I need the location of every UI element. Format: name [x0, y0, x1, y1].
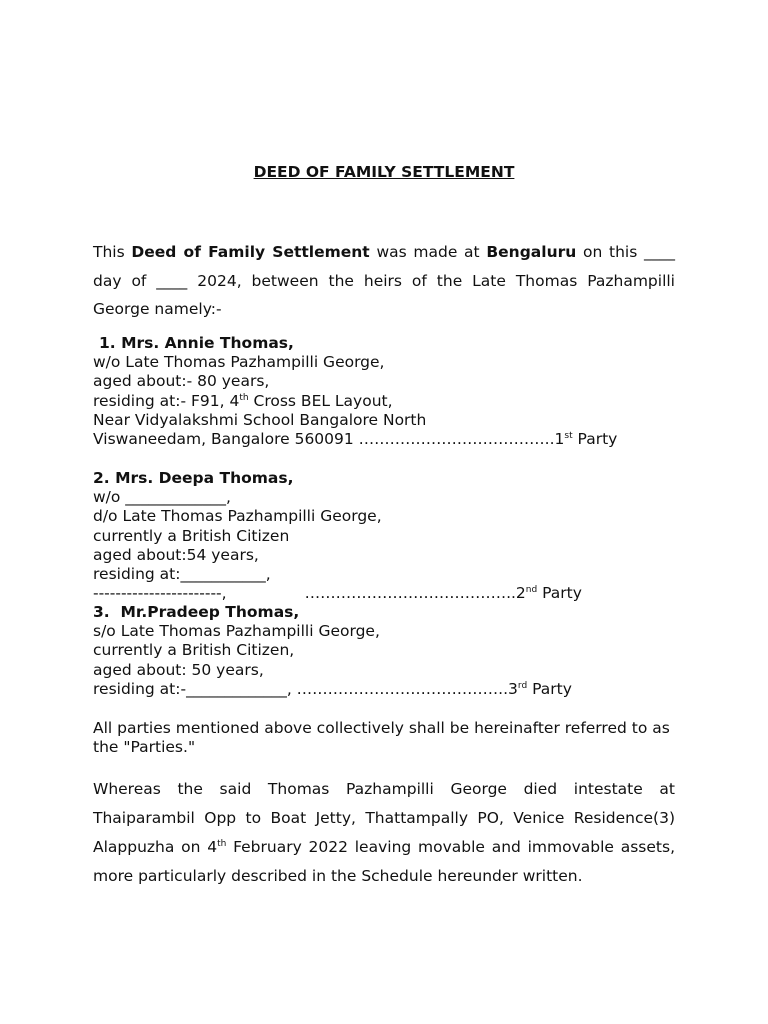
party-1-heading: 1. Mrs. Annie Thomas, [99, 334, 294, 352]
intro-text: was made at [376, 243, 480, 261]
party-3-designation [93, 680, 675, 699]
party-1-block [93, 334, 675, 449]
party-3-heading: 3. Mr.Pradeep Thomas, [93, 603, 300, 621]
party-1-address-line: Near Vidyalakshmi School Bangalore North [93, 410, 427, 429]
party-1-relation: w/o Late Thomas Pazhampilli George, [93, 353, 385, 372]
parties-definition-paragraph: All parties mentioned above collectively shall be hereinafter referred to as the "Parties." [93, 719, 670, 757]
party-3-citizenship: currently a British Citizen, [93, 641, 295, 660]
party-2-residence: residing at:___________, [93, 565, 271, 584]
party-1-residence-text: Cross BEL Layout, [248, 391, 393, 410]
party-2-citizenship: currently a British Citizen [93, 526, 290, 545]
whereas-paragraph [93, 775, 675, 891]
whereas-text: February 2022 leaving movable and immovable assets, more particularly described in the Schedule hereunder written. [93, 837, 675, 885]
intro-text: on this ____ day of ____ 2024, between the heirs of the Late Thomas Pazhampilli George namely:- [93, 243, 675, 319]
party-2-relation: d/o Late Thomas Pazhampilli George, [93, 507, 382, 526]
ordinal-suffix: nd [525, 585, 538, 596]
party-2-address-blank: -----------------------, [93, 584, 227, 603]
party-1-designation [93, 430, 675, 449]
party-2-spouse: w/o _____________, [93, 488, 231, 507]
party-1-age: aged about:- 80 years, [93, 372, 270, 391]
ordinal-suffix: th [239, 392, 249, 403]
party-1-residence-text: residing at:- F91, 4 [93, 391, 240, 410]
party-3-age: aged about: 50 years, [93, 660, 264, 679]
party-1-residence [93, 392, 675, 411]
party-2-heading: 2. Mrs. Deepa Thomas, [93, 469, 294, 487]
intro-text: This [93, 243, 125, 261]
party-label: Party [572, 430, 618, 449]
intro-paragraph [93, 238, 675, 324]
party-2-designation [93, 584, 675, 603]
whereas-text: Whereas the said Thomas Pazhampilli George died intestate at Thaiparambil Opp to Boat Jetty, Thattampally PO, Venice Residence(3) Alappuzha on 4 [93, 780, 675, 856]
party-2-age: aged about:54 years, [93, 545, 259, 564]
party-label: Party [527, 679, 572, 698]
party-label: Party [537, 584, 582, 603]
party-2-block [93, 469, 675, 603]
party-3-relation: s/o Late Thomas Pazhampilli George, [93, 622, 380, 641]
ordinal-suffix: st [564, 431, 573, 442]
ordinal-suffix: th [217, 838, 227, 849]
document-title: DEED OF FAMILY SETTLEMENT [253, 163, 515, 181]
deed-name: Deed of Family Settlement [131, 243, 370, 261]
party-3-block [93, 603, 675, 699]
place-name: Bengaluru [486, 243, 577, 261]
party-3-residence: residing at:-_____________, …………………………………..3 [93, 679, 518, 698]
ordinal-suffix: rd [517, 680, 528, 691]
party-1-address-line: Viswaneedam, Bangalore 560091 ………………………………..1 [93, 430, 565, 449]
party-2-dots: …………………………………..2 [304, 584, 526, 603]
